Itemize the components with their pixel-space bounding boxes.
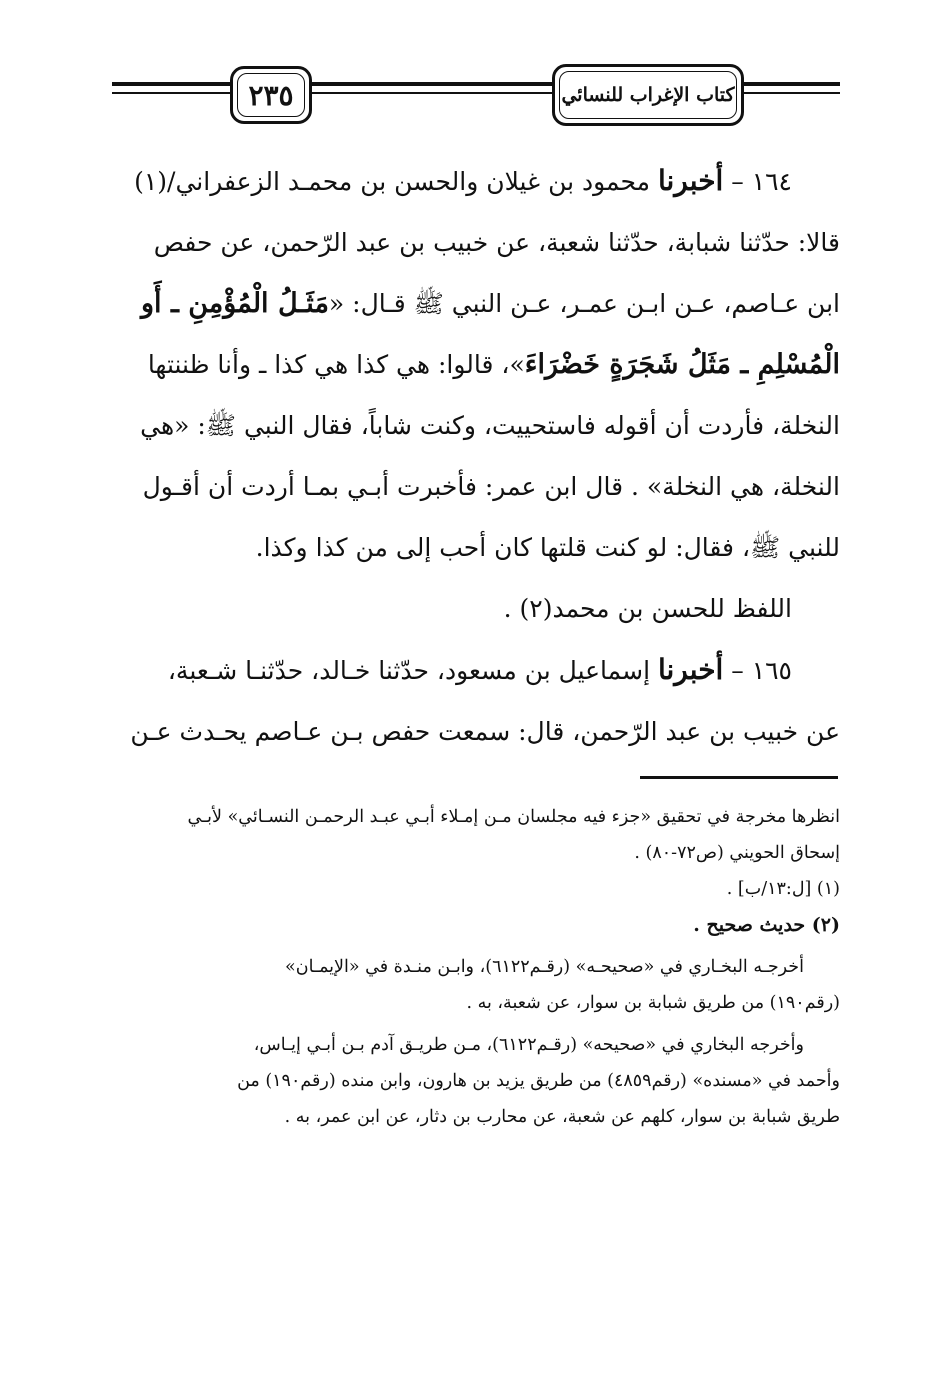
footnote-2-para-2-line-1: وأخرجه البخاري في «صحيحه» (رقـم٦١٢٢)، مـن طريـق آدم بـن أبـي إيـاس، [253,1035,804,1055]
footnote-intro-line-2: إسحاق الحويني (ص٧٢-٨٠) . [634,843,840,863]
hadith-165-line-2: عن خبيب بن عبد الرّحمن، قال: سمعت حفص بـن عـاصم يحـدث عـن [130,717,840,746]
footnotes [112,800,840,1136]
footnote-2-para-2-line-2: وأحمد في «مسنده» (رقم٤٨٥٩) من طريق يزيد بن هارون، وابن منده (رقم١٩٠) من [237,1071,840,1091]
hadith-164-line-4-text: »، قالوا: هي كذا هي كذا ـ وأنا ظننتها [147,350,525,379]
footnote-2-para-2-line-3: طريق شبابة بن سوار، كلهم عن شعبة، عن محارب بن دثار، عن ابن عمر، به . [284,1107,840,1127]
running-title [552,64,744,126]
page-header [112,58,840,126]
page-number-text: ٢٣٥ [248,78,294,112]
hadith-165-akhbarana: أخبرنا [657,653,724,686]
hadith-164-line-3 [112,273,840,334]
footnote-1: (١) [ل:١٣/ب] . [726,879,840,899]
main-text [112,150,840,762]
footnote-2-title: (٢) حديث صحيح . [693,914,840,936]
hadith-164-line-2: قالا: حدّثنا شبابة، حدّثنا شعبة، عن خبيب بن عبد الرّحمن، عن حفص [153,228,840,257]
hadith-164-line-1-text: محمود بن غيلان والحسن بن محمـد الزعفراني/(١) [134,167,651,196]
hadith-164-wording-note: اللفظ للحسن بن محمد(٢) . [503,594,792,623]
footnote-2-para-1-line-2: (رقم١٩٠) من طريق شبابة بن سوار، عن شعبة، به . [466,993,840,1013]
header-rule-left-outer [112,82,232,86]
hadith-165-number: ١٦٥ – [731,656,792,685]
hadith-164-line-7: للنبي ﷺ، فقال: لو كنت قلتها كان أحب إلى من كذا وكذا. [255,533,840,562]
footnote-2-para-1-line-1: أخرجـه البخـاري في «صحيحـه» (رقـم٦١٢٢)، وابـن منـدة في «الإيمـان» [285,957,804,977]
header-rule-right-inner [736,92,840,94]
hadith-164-line-6: النخلة، هي النخلة» . قال ابن عمر: فأخبرت أبـي بمـا أردت أن أقـول [142,472,840,501]
hadith-164-line-1 [112,150,840,212]
hadith-164-akhbarana: أخبرنا [657,164,724,197]
header-rule-middle-outer [304,82,554,86]
footnote-separator [640,776,838,779]
hadith-164-line-4 [112,334,840,395]
hadith-164-number: ١٦٤ – [731,167,792,196]
footnote-intro-line-1: انظرها مخرجة في تحقيق «جزء فيه مجلسان مـن إمـلاء أبـي عبـد الرحمـن النسـائي» لأبـي [187,807,840,827]
header-rule-left-inner [112,92,232,94]
hadith-165-line-1-text: إسماعيل بن مسعود، حدّثنا خـالد، حدّثنـا شـعبة، [167,656,651,685]
header-rule-middle-inner [304,92,554,94]
hadith-164-line-5: النخلة، فأردت أن أقوله فاستحييت، وكنت شاباً، فقال النبي ﷺ: «هي [140,411,840,440]
page-number [230,66,312,124]
hadith-165-line-1 [112,639,840,701]
hadith-164-matn-part-1: مَثَـلُ الْمُؤْمِنِ ـ أَو [141,288,329,319]
hadith-164-line-3-text: ابن عـاصم، عـن ابـن عمـر، عـن النبي ﷺ قـال: « [328,289,840,318]
running-title-text: كتاب الإغراب للنسائي [561,84,735,106]
hadith-164-matn-part-2: الْمُسْلِمِ ـ مَثَلُ شَجَرَةٍ خَضْرَاءَ [524,349,840,380]
header-rule-right-outer [736,82,840,86]
